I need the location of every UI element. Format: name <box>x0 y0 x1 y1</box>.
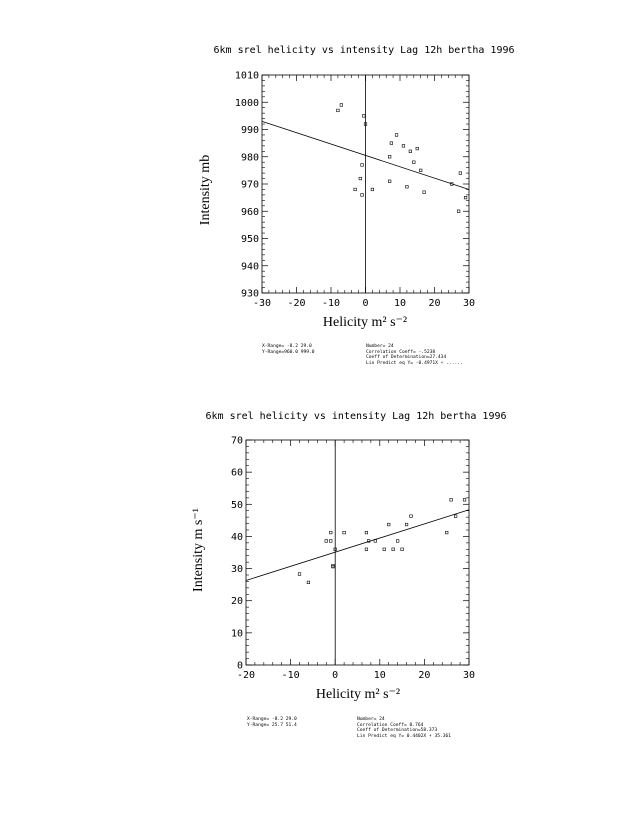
data-point <box>383 548 386 551</box>
x-tick-label: -30 <box>252 298 272 309</box>
data-point <box>416 147 419 150</box>
x-tick-label: 0 <box>332 670 339 681</box>
y-tick-label: 20 <box>230 596 243 608</box>
data-point <box>337 109 340 112</box>
y-tick-label: 50 <box>230 499 243 511</box>
data-point <box>359 177 362 180</box>
data-point <box>463 498 466 501</box>
data-point <box>365 548 368 551</box>
data-point <box>362 115 365 118</box>
x-tick-label: -10 <box>281 670 300 681</box>
stats-correlation: Correlation Coeff= -.5238 <box>366 350 436 355</box>
y-tick-label: 990 <box>240 125 259 136</box>
x-tick-label: 30 <box>462 298 476 309</box>
data-point <box>354 188 357 191</box>
data-point <box>298 573 301 576</box>
data-point <box>406 185 409 188</box>
data-point <box>325 540 328 543</box>
stats-number: Number= 24 <box>357 717 385 722</box>
x-tick-label: 10 <box>393 298 407 309</box>
stats-x-range: X-Range= -8.2 29.0 <box>247 717 297 722</box>
y-tick-label: 940 <box>240 261 259 273</box>
data-point <box>454 515 457 518</box>
stats-right <box>357 716 451 739</box>
chart-intensity-mb <box>198 45 515 366</box>
stats-left <box>262 343 315 355</box>
data-point <box>390 142 393 145</box>
x-axis-label: Helicity m² s⁻² <box>322 315 408 330</box>
chart-marks <box>235 71 475 310</box>
y-tick-label: 980 <box>240 152 259 164</box>
stats-y-range: Y-Range= 25.7 51.4 <box>247 723 297 728</box>
y-tick-label: 10 <box>230 628 243 640</box>
data-point <box>388 155 391 158</box>
data-point <box>392 548 395 551</box>
data-point <box>365 531 368 534</box>
chart-title: 6km srel helicity vs intensity Lag 12h bertha 1996 <box>205 411 507 422</box>
stats-determination: Coeff of Determination=58.373 <box>357 728 438 733</box>
x-axis-label: Helicity m² s⁻² <box>315 687 401 702</box>
stats-predict-eq: Lin Predict eq Y= 0.4402X + 35.361 <box>357 734 452 739</box>
x-tick-label: -20 <box>287 298 306 309</box>
data-point <box>405 523 408 526</box>
x-tick-label: 0 <box>362 298 369 309</box>
data-point <box>413 161 416 164</box>
data-point <box>396 540 399 543</box>
data-point <box>402 145 405 148</box>
stats-number: Number= 24 <box>366 344 394 349</box>
regression-line <box>246 510 469 581</box>
data-point <box>343 531 346 534</box>
y-tick-label: 70 <box>230 435 243 447</box>
y-axis-label: Intensity mb <box>198 154 213 226</box>
x-tick-label: 20 <box>428 298 441 309</box>
stats-right <box>366 343 463 366</box>
data-point <box>459 172 462 175</box>
data-point <box>361 164 364 167</box>
data-point <box>307 581 310 584</box>
data-point <box>395 134 398 137</box>
data-point <box>329 531 332 534</box>
stats-left <box>247 716 297 728</box>
data-point <box>388 180 391 183</box>
data-point <box>340 104 343 107</box>
data-point <box>445 531 448 534</box>
x-tick-label: -20 <box>236 670 256 681</box>
data-point <box>332 564 335 567</box>
stats-determination: Coeff of Determination=27.434 <box>366 355 447 360</box>
x-tick-label: 10 <box>373 670 386 681</box>
x-tick-label: -10 <box>321 298 341 309</box>
data-point <box>457 210 460 213</box>
data-point <box>401 548 404 551</box>
y-tick-label: 930 <box>240 288 259 300</box>
stats-predict-eq: Lin Predict eq Y= -0.4971X + ...... <box>366 361 463 366</box>
data-point <box>450 498 453 501</box>
data-point <box>410 515 413 518</box>
y-tick-label: 30 <box>230 564 243 576</box>
x-tick-label: 30 <box>462 670 476 681</box>
chart-intensity-ms <box>191 411 507 739</box>
stats-correlation: Correlation Coeff= 0.764 <box>357 723 424 728</box>
data-point <box>361 194 364 197</box>
y-tick-label: 40 <box>230 531 243 543</box>
y-tick-label: 1010 <box>234 70 259 82</box>
data-point <box>464 196 467 199</box>
data-point <box>419 169 422 172</box>
data-point <box>409 150 412 153</box>
stats-y-range: Y-Range=960.0 999.0 <box>262 350 315 355</box>
stats-x-range: X-Range= -8.2 29.0 <box>262 344 312 349</box>
y-tick-label: 950 <box>240 234 259 245</box>
chart-title: 6km srel helicity vs intensity Lag 12h bertha 1996 <box>213 45 515 56</box>
plot-frame <box>246 440 469 665</box>
data-point <box>371 188 374 191</box>
y-tick-label: 1000 <box>234 97 259 109</box>
y-axis-label: Intensity m s⁻¹ <box>191 508 206 592</box>
data-point <box>332 565 335 568</box>
y-tick-label: 0 <box>236 660 243 672</box>
y-tick-label: 970 <box>240 179 259 191</box>
chart-marks <box>231 436 475 682</box>
data-point <box>329 540 332 543</box>
x-tick-label: 20 <box>418 670 431 681</box>
data-point <box>387 523 390 526</box>
y-tick-label: 960 <box>240 206 259 218</box>
data-point <box>423 191 426 194</box>
y-tick-label: 60 <box>230 467 243 479</box>
